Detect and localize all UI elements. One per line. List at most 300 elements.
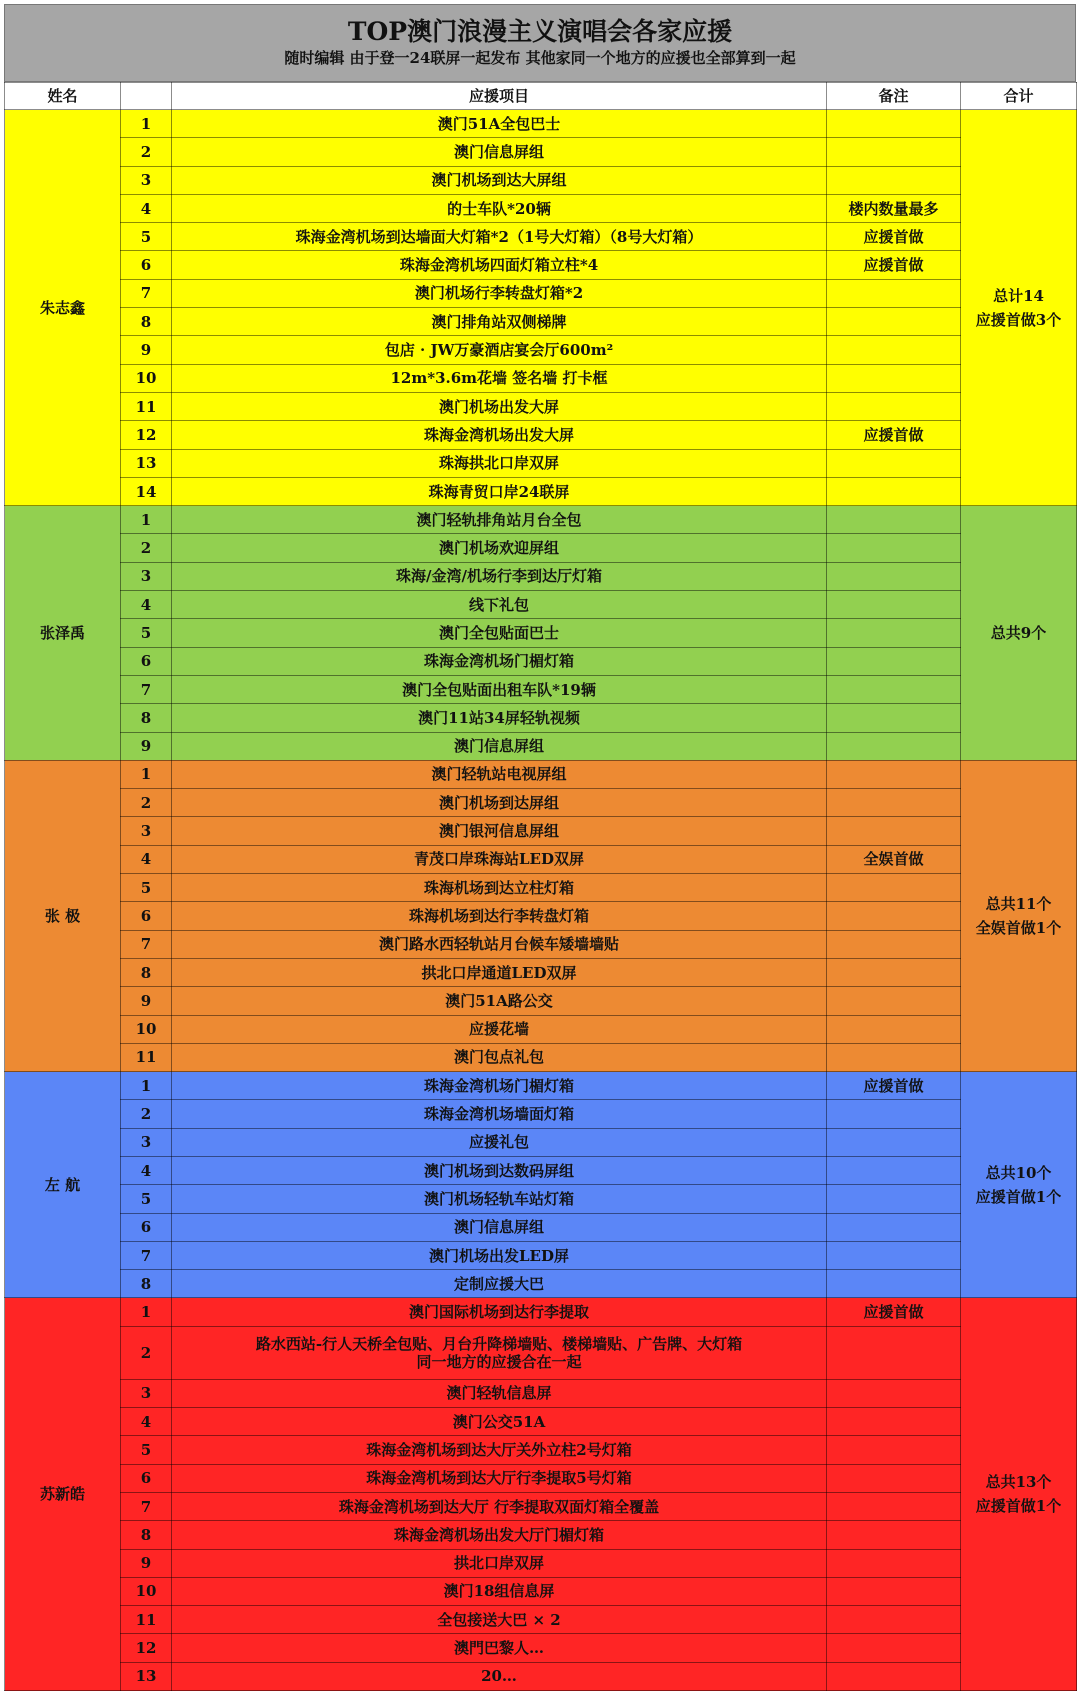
member-name: 张泽禹 [5,506,121,761]
support-item [172,364,827,392]
support-item [172,675,827,703]
support-note [827,647,961,675]
total-line: 总共9个 [990,623,1047,642]
support-item [172,1213,827,1241]
support-item [172,477,827,505]
table-row [5,1379,1077,1407]
row-number: 2 [121,1326,172,1379]
support-item-text: 澳门轻轨信息屏 [446,1384,552,1403]
support-note [827,789,961,817]
row-number: 7 [121,1492,172,1520]
row-number: 6 [121,1213,172,1241]
support-item-text: 澳门轻轨排角站月台全包 [416,510,582,529]
support-table [4,82,1077,1691]
member-name: 朱志鑫 [5,110,121,506]
support-item [172,1408,827,1436]
table-row [5,591,1077,619]
support-item [172,392,827,420]
support-note [827,930,961,958]
support-item-text: 澳门18组信息屏 [443,1582,555,1601]
support-item-text: 澳门轻轨站电视屏组 [431,765,567,784]
table-row [5,477,1077,505]
support-item [172,166,827,194]
table-row [5,308,1077,336]
row-number: 4 [121,1156,172,1184]
table-row [5,1577,1077,1605]
row-number: 8 [121,704,172,732]
support-note [827,308,961,336]
total-line: 应援首做1个 [975,1497,1062,1516]
support-item-text: 珠海青贸口岸24联屏 [428,482,570,501]
table-row [5,1492,1077,1520]
row-number: 7 [121,675,172,703]
row-number: 6 [121,902,172,930]
support-item [172,987,827,1015]
support-note [827,1379,961,1407]
title-banner [4,4,1076,82]
table-row [5,1128,1077,1156]
support-item [172,336,827,364]
row-number: 8 [121,1270,172,1298]
row-number: 12 [121,1634,172,1662]
table-row [5,845,1077,873]
support-item-text: 拱北口岸通道LED双屏 [421,963,577,982]
support-note [827,760,961,788]
support-item [172,845,827,873]
support-note [827,1492,961,1520]
member-name: 苏新皓 [5,1298,121,1691]
table-row [5,449,1077,477]
support-item [172,1043,827,1071]
support-item-text: 的士车队*20辆 [447,199,551,218]
row-number: 3 [121,817,172,845]
support-item [172,534,827,562]
support-item [172,1549,827,1577]
support-item [172,874,827,902]
support-item-text: 澳门排角站双侧梯牌 [431,312,567,331]
support-note [827,732,961,760]
support-item [172,591,827,619]
row-number: 2 [121,534,172,562]
support-item [172,1634,827,1662]
row-number: 13 [121,1662,172,1690]
total-line: 应援首做1个 [975,1187,1062,1206]
row-number: 1 [121,1298,172,1326]
row-number: 3 [121,562,172,590]
table-row [5,789,1077,817]
row-number: 11 [121,392,172,420]
table-row [5,675,1077,703]
support-item-text: 珠海金湾机场门楣灯箱 [423,652,574,671]
header-no [121,83,172,110]
support-item [172,138,827,166]
support-item [172,1015,827,1043]
support-item-text: 澳门机场轻轨车站灯箱 [423,1189,574,1208]
support-item-text: 澳门机场出发大屏 [438,397,559,416]
table-row [5,1156,1077,1184]
row-number: 4 [121,194,172,222]
support-item-text: 全包接送大巴 × 2 [437,1610,561,1629]
support-note [827,675,961,703]
table-row [5,958,1077,986]
header-name: 姓名 [5,83,121,110]
row-number: 13 [121,449,172,477]
support-item-text: 澳门51A路公交 [445,991,553,1010]
row-number: 1 [121,506,172,534]
support-item-text: 澳门信息屏组 [453,142,544,161]
support-note [827,704,961,732]
row-number: 5 [121,223,172,251]
support-item [172,1128,827,1156]
table-row [5,251,1077,279]
support-note [827,1015,961,1043]
table-row [5,930,1077,958]
support-sheet [4,4,1076,1691]
support-note [827,958,961,986]
row-number: 4 [121,1408,172,1436]
support-note [827,364,961,392]
support-note [827,392,961,420]
support-item [172,1270,827,1298]
support-note [827,1549,961,1577]
row-number: 11 [121,1043,172,1071]
support-note [827,279,961,307]
support-item [172,110,827,138]
support-item-text: 澳门国际机场到达行李提取 [408,1303,589,1322]
support-note: 全娱首做 [827,845,961,873]
support-note [827,449,961,477]
header-item: 应援项目 [172,83,827,110]
table-row [5,1606,1077,1634]
support-note: 应援首做 [827,1072,961,1100]
table-row [5,1662,1077,1690]
support-item-text: 澳門巴黎人… [453,1639,544,1658]
support-item [172,1072,827,1100]
support-item [172,562,827,590]
table-row [5,732,1077,760]
table-row [5,1408,1077,1436]
support-item [172,958,827,986]
table-row [5,1634,1077,1662]
support-note [827,1043,961,1071]
total-line: 总计14 [993,286,1044,305]
support-item [172,789,827,817]
support-item [172,732,827,760]
support-item-text: 青茂口岸珠海站LED双屏 [414,850,584,869]
member-name: 左 航 [5,1072,121,1298]
support-note [827,1185,961,1213]
support-item [172,930,827,958]
support-note [827,534,961,562]
member-total [961,760,1077,1071]
support-note [827,1128,961,1156]
row-number: 9 [121,732,172,760]
support-item [172,704,827,732]
support-item [172,194,827,222]
support-note [827,1213,961,1241]
support-item-text: 珠海金湾机场出发大屏 [423,425,574,444]
table-body [5,110,1077,1691]
support-note [827,138,961,166]
header-note: 备注 [827,83,961,110]
support-item [172,1156,827,1184]
support-note [827,902,961,930]
support-item [172,279,827,307]
table-row [5,138,1077,166]
table-row [5,704,1077,732]
row-number: 10 [121,364,172,392]
table-row [5,760,1077,788]
support-note [827,110,961,138]
table-row [5,392,1077,420]
row-number: 10 [121,1015,172,1043]
support-item-text: 澳门路水西轻轨站月台候车矮墙墙贴 [378,935,619,954]
support-item [172,1379,827,1407]
support-note: 应援首做 [827,251,961,279]
table-row [5,1521,1077,1549]
support-item [172,817,827,845]
table-row [5,1015,1077,1043]
table-row [5,421,1077,449]
support-item [172,1662,827,1690]
support-item [172,1185,827,1213]
page-subtitle: 随时编辑 由于登一24联屏一起发布 其他家同一个地方的应援也全部算到一起 [284,49,796,67]
support-item-text-line2: 同一地方的应援合在一起 [416,1352,582,1371]
table-row [5,562,1077,590]
support-note [827,562,961,590]
support-item [172,760,827,788]
member-total [961,506,1077,761]
support-note [827,874,961,902]
support-item-text: 澳门信息屏组 [453,1218,544,1237]
table-row [5,1298,1077,1326]
table-row [5,166,1077,194]
support-item-text: 珠海金湾机场到达大厅行李提取5号灯箱 [366,1469,632,1488]
support-item-text: 20… [481,1667,517,1686]
support-item-text: 珠海金湾机场四面灯箱立柱*4 [399,256,599,275]
support-item [172,1521,827,1549]
total-line: 应援首做3个 [975,310,1062,329]
support-item-text: 路水西站-行人天桥全包贴、月台升降梯墙贴、楼梯墙贴、广告牌、大灯箱 [255,1334,743,1353]
support-note [827,591,961,619]
support-item-text: 澳门机场出发LED屏 [429,1246,569,1265]
row-number: 4 [121,845,172,873]
row-number: 2 [121,138,172,166]
table-row [5,506,1077,534]
support-item-text: 珠海金湾机场到达大厅 行李提取双面灯箱全覆盖 [338,1497,660,1516]
support-note [827,1634,961,1662]
support-note [827,1241,961,1269]
table-row [5,1549,1077,1577]
support-note [827,1270,961,1298]
row-number: 8 [121,1521,172,1549]
support-item [172,1298,827,1326]
table-row [5,874,1077,902]
row-number: 2 [121,789,172,817]
row-number: 8 [121,958,172,986]
row-number: 7 [121,279,172,307]
row-number: 5 [121,619,172,647]
row-number: 5 [121,1436,172,1464]
support-item [172,1241,827,1269]
row-number: 14 [121,477,172,505]
support-item [172,1464,827,1492]
support-item-text: 线下礼包 [468,595,529,614]
page-title: TOP澳门浪漫主义演唱会各家应援 [347,17,733,46]
total-line: 总共13个 [985,1473,1052,1492]
row-number: 10 [121,1577,172,1605]
row-number: 1 [121,760,172,788]
member-total [961,1298,1077,1691]
table-row [5,1043,1077,1071]
support-item [172,619,827,647]
support-item [172,1326,827,1379]
support-item-text: 珠海金湾机场墙面灯箱 [423,1105,574,1124]
support-item [172,647,827,675]
row-number: 5 [121,1185,172,1213]
row-number: 12 [121,421,172,449]
row-number: 4 [121,591,172,619]
support-item-text: 珠海机场到达行李转盘灯箱 [408,906,589,925]
support-note: 应援首做 [827,223,961,251]
support-item [172,1606,827,1634]
support-item-text: 珠海金湾机场门楣灯箱 [423,1076,574,1095]
support-note [827,1156,961,1184]
row-number: 6 [121,251,172,279]
support-note: 楼内数量最多 [827,194,961,222]
support-note [827,1464,961,1492]
total-line: 总共10个 [985,1163,1052,1182]
support-item-text: 澳门机场行李转盘灯箱*2 [414,284,584,303]
row-number: 8 [121,308,172,336]
support-item-text: 应援花墙 [468,1020,529,1039]
support-item-text: 珠海机场到达立柱灯箱 [423,878,574,897]
table-row [5,194,1077,222]
support-item-text: 珠海/金湾/机场行李到达厅灯箱 [396,567,602,586]
row-number: 9 [121,336,172,364]
table-row [5,1185,1077,1213]
support-item [172,1100,827,1128]
support-item-text: 珠海金湾机场出发大厅门楣灯箱 [393,1525,604,1544]
support-note [827,1326,961,1379]
support-note [827,336,961,364]
support-item [172,506,827,534]
table-row [5,1436,1077,1464]
row-number: 2 [121,1100,172,1128]
support-note [827,1662,961,1690]
table-row [5,1326,1077,1379]
support-item-text: 澳门51A全包巴士 [437,114,561,133]
support-item [172,449,827,477]
table-row [5,1213,1077,1241]
support-item-text: 包店 · JW万豪酒店宴会厅600m² [384,341,614,360]
row-number: 5 [121,874,172,902]
member-name: 张 极 [5,760,121,1071]
row-number: 11 [121,1606,172,1634]
table-row [5,279,1077,307]
support-note [827,817,961,845]
support-item [172,1577,827,1605]
table-row [5,364,1077,392]
support-item-text: 定制应援大巴 [453,1274,544,1293]
support-item-text: 澳门银河信息屏组 [438,822,559,841]
support-note [827,1408,961,1436]
table-row [5,902,1077,930]
table-row [5,817,1077,845]
support-item-text: 澳门信息屏组 [453,737,544,756]
row-number: 6 [121,1464,172,1492]
table-row [5,223,1077,251]
support-item-text: 拱北口岸双屏 [453,1554,544,1573]
row-number: 1 [121,110,172,138]
table-row [5,1464,1077,1492]
header-total: 合计 [961,83,1077,110]
support-item [172,251,827,279]
table-row [5,110,1077,138]
total-line: 全娱首做1个 [975,918,1062,937]
table-row [5,1100,1077,1128]
support-item-text: 澳门包点礼包 [453,1048,544,1067]
support-item-text: 澳门全包贴面巴士 [438,623,559,642]
support-item-text: 澳门机场到达数码屏组 [423,1161,574,1180]
support-note: 应援首做 [827,421,961,449]
support-item-text: 12m*3.6m花墙 签名墙 打卡框 [390,369,608,388]
support-item-text: 澳门机场到达屏组 [438,793,559,812]
table-row [5,987,1077,1015]
support-item [172,1492,827,1520]
support-note [827,1436,961,1464]
row-number: 3 [121,1128,172,1156]
support-note [827,1577,961,1605]
support-note [827,1100,961,1128]
table-row [5,534,1077,562]
row-number: 1 [121,1072,172,1100]
support-item [172,1436,827,1464]
member-total [961,110,1077,506]
support-item [172,421,827,449]
support-note: 应援首做 [827,1298,961,1326]
row-number: 6 [121,647,172,675]
support-item [172,308,827,336]
support-note [827,1606,961,1634]
support-note [827,477,961,505]
support-note [827,506,961,534]
table-row [5,1072,1077,1100]
table-row [5,1270,1077,1298]
member-total [961,1072,1077,1298]
support-item [172,902,827,930]
support-item-text: 珠海金湾机场到达大厅关外立柱2号灯箱 [366,1441,632,1459]
support-item-text: 澳门11站34屏轻轨视频 [418,708,580,727]
support-item-text: 澳门机场欢迎屏组 [438,539,559,558]
row-number: 3 [121,1379,172,1407]
support-item-text: 澳门机场到达大屏组 [431,171,567,190]
support-item-text: 应援礼包 [468,1133,529,1152]
header-row [5,83,1077,110]
total-line: 总共11个 [985,894,1052,913]
support-item-text: 澳门全包贴面出租车队*19辆 [402,680,596,699]
support-item [172,223,827,251]
table-row [5,336,1077,364]
support-note [827,619,961,647]
support-item-text: 珠海金湾机场到达墙面大灯箱*2（1号大灯箱）（8号大灯箱） [295,227,703,246]
table-row [5,1241,1077,1269]
row-number: 9 [121,1549,172,1577]
table-row [5,647,1077,675]
row-number: 3 [121,166,172,194]
support-note [827,166,961,194]
row-number: 7 [121,1241,172,1269]
